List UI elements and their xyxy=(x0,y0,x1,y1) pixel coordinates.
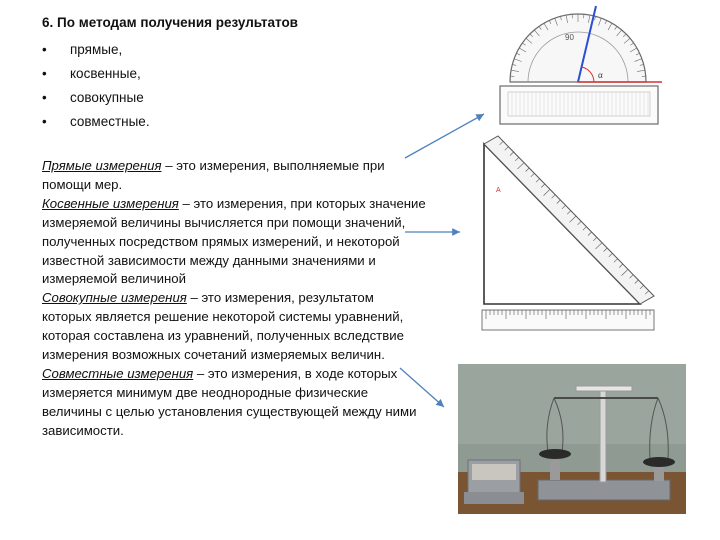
definition-text: – это измерения, выполняемые при помощи мер. xyxy=(42,158,385,192)
arrow-to-balance xyxy=(400,368,444,407)
arrow-to-protractor xyxy=(405,114,484,158)
list-item-label: косвенные, xyxy=(70,66,141,81)
definition-term: Совокупные измерения xyxy=(42,290,187,306)
bullet-icon: • xyxy=(42,42,47,57)
page-title: 6. По методам получения результатов xyxy=(42,15,298,30)
list-item-label: совместные. xyxy=(70,114,150,129)
definition-term: Косвенные измерения xyxy=(42,195,179,211)
definition-term: Совместные измерения xyxy=(42,365,194,381)
definition-text: – это измерения, результатом которых является решение некоторой системы уравнений, которая составлена из уравнений, полученных вследствие измерения возможных сочетаний измеряемых величин. xyxy=(42,290,404,363)
list-item-label: прямые, xyxy=(70,42,123,57)
triangle-angle-label: A xyxy=(496,187,501,194)
bullet-icon: • xyxy=(42,90,47,105)
definition-term: Прямые измерения xyxy=(42,158,162,173)
definition-text: – это измерения, в ходе которых измеряется минимум две неоднородные физические величины с целью установления существующей между ними зависимости. xyxy=(42,365,417,438)
bullet-icon: • xyxy=(42,66,47,81)
list-item-label: совокупные xyxy=(70,90,144,105)
bullet-icon: • xyxy=(42,114,47,129)
definition-text: – это измерения, при которых значение измеряемой величины вычисляется при помощи значений, полученных посредством прямых измерений, и некоторой известной зависимости между данными значениями и измеряемой величиной xyxy=(42,195,426,287)
protractor-scale-label: 90 xyxy=(565,33,574,42)
angle-label: α xyxy=(598,70,603,80)
